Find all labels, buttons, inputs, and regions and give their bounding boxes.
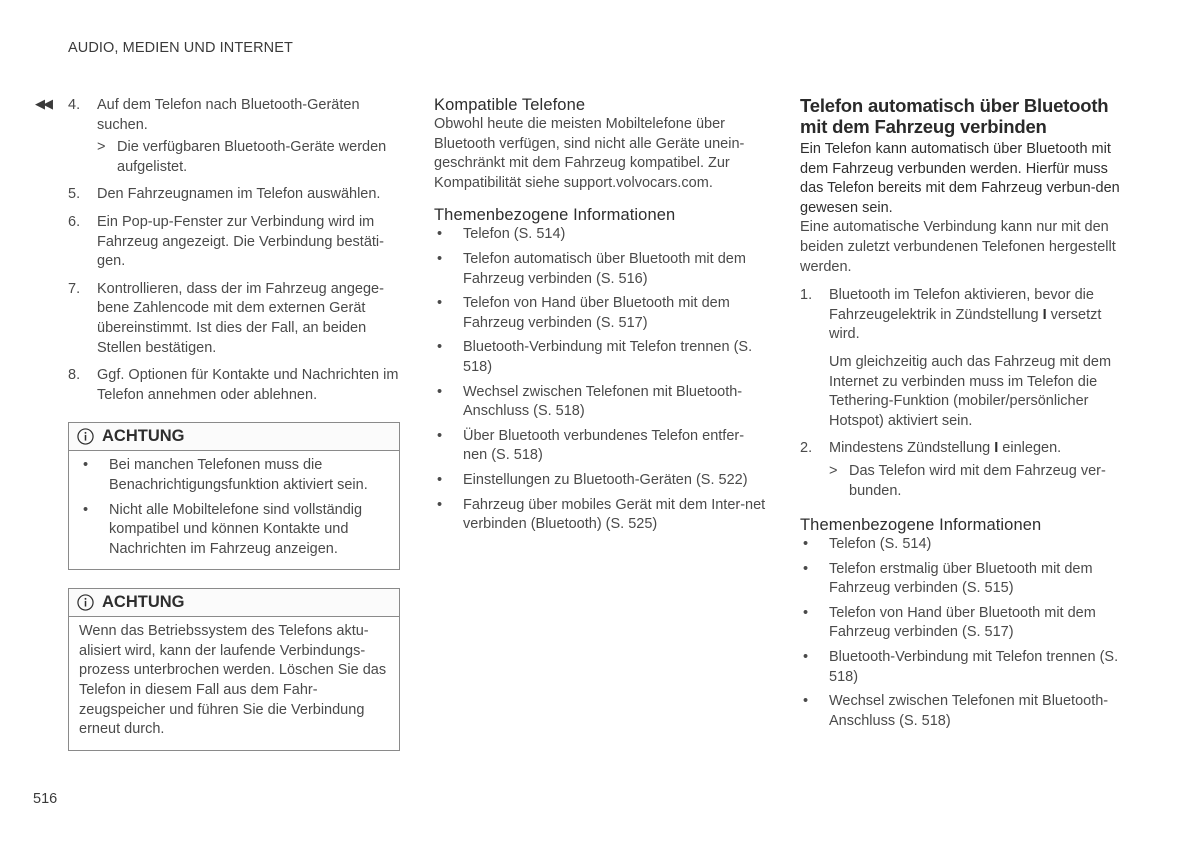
related-link-text[interactable]: Telefon (S. 514) xyxy=(829,536,932,553)
compatible-phones-text: Obwohl heute die meisten Mobiltelefone über Bluetooth verfügen, sind nicht alle Geräte unein-geschränkt mit dem Fahrzeug kompatibel. Zur Kompatibilität siehe support.volvocars.com. xyxy=(434,116,745,191)
bullet-icon: • xyxy=(437,295,443,312)
step-7 xyxy=(68,280,400,358)
info-circle-icon xyxy=(77,428,94,445)
warning-title: ACHTUNG xyxy=(102,427,185,446)
compatible-phones-heading: Kompatible Telefone xyxy=(434,96,586,114)
related-link-text[interactable]: Telefon (S. 514) xyxy=(463,226,566,243)
warning-box-os-update xyxy=(68,588,400,751)
related-link[interactable] xyxy=(800,535,1135,555)
bullet-icon: • xyxy=(437,226,443,243)
bullet-icon: • xyxy=(437,427,443,444)
related-link[interactable] xyxy=(434,496,766,535)
related-link[interactable] xyxy=(800,560,1135,599)
bullet-icon: • xyxy=(83,457,89,474)
result-text: Das Telefon wird mit dem Fahrzeug ver-bunden. xyxy=(849,462,1106,499)
step-text: Ggf. Optionen für Kontakte und Nachrichten im Telefon annehmen oder ablehnen. xyxy=(97,367,399,403)
step-number: 2. xyxy=(800,440,813,457)
warning-item xyxy=(79,456,389,495)
running-header: AUDIO, MEDIEN UND INTERNET xyxy=(68,40,293,56)
bullet-icon: • xyxy=(437,339,443,356)
section-title: Telefon automatisch über Bluetooth mit dem Fahrzeug verbinden xyxy=(800,95,1109,137)
related-link-text[interactable]: Wechsel zwischen Telefonen mit Bluetooth-Anschluss (S. 518) xyxy=(829,693,1109,729)
step-text: Kontrollieren, dass der im Fahrzeug angege-bene Zahlencode mit dem externen Gerät übereinstimmt. Ist dies der Fall, an beiden Stellen bestätigen. xyxy=(97,280,384,356)
step-5 xyxy=(68,185,400,205)
related-info-heading: Themenbezogene Informationen xyxy=(434,206,676,225)
warning-text: Wenn das Betriebssystem des Telefons aktu-alisiert wird, kann der laufende Verbindungs-prozess unterbrochen werden. Löschen Sie das Telefon in diesem Fall aus dem Fahr-zeugspeicher und führen Sie die Verbindung erneut durch. xyxy=(79,623,387,738)
warning-body xyxy=(69,617,399,750)
related-link[interactable] xyxy=(800,692,1135,731)
bullet-icon: • xyxy=(803,604,809,621)
warning-box-notifications xyxy=(68,422,400,570)
step-result xyxy=(829,462,1135,501)
result-arrow-icon: > xyxy=(829,462,838,479)
related-link-text[interactable]: Einstellungen zu Bluetooth-Geräten (S. 522) xyxy=(463,471,748,488)
bullet-icon: • xyxy=(437,250,443,267)
step-number: 7. xyxy=(68,280,81,297)
ignition-key-label: I xyxy=(1042,306,1047,323)
related-link-text[interactable]: Telefon von Hand über Bluetooth mit dem Fahrzeug verbinden (S. 517) xyxy=(463,295,730,331)
bullet-icon: • xyxy=(803,536,809,553)
related-link-text[interactable]: Über Bluetooth verbundenes Telefon entfer-nen (S. 518) xyxy=(463,427,745,464)
related-link-text[interactable]: Bluetooth-Verbindung mit Telefon trennen (S. 518) xyxy=(463,339,753,375)
result-text: Die verfügbaren Bluetooth-Geräte werden aufgelistet. xyxy=(117,139,387,175)
related-link[interactable] xyxy=(434,338,766,377)
related-link-text[interactable]: Bluetooth-Verbindung mit Telefon trennen (S. 518) xyxy=(829,649,1119,685)
warning-list xyxy=(79,456,389,559)
step-2 xyxy=(800,439,1135,501)
bullet-icon: • xyxy=(437,496,443,513)
result-arrow-icon: > xyxy=(97,139,106,156)
bullet-icon: • xyxy=(437,383,443,400)
warning-item-text: Bei manchen Telefonen muss die Benachrichtigungsfunktion aktiviert sein. xyxy=(109,457,368,493)
bullet-icon: • xyxy=(437,471,443,488)
warning-header xyxy=(69,423,399,451)
related-link-text[interactable]: Fahrzeug über mobiles Gerät mit dem Inter-net verbinden (Bluetooth) (S. 525) xyxy=(463,496,766,533)
step-text: Mindestens Zündstellung I einlegen. xyxy=(829,440,1062,457)
step-text: Auf dem Telefon nach Bluetooth-Geräten suchen. xyxy=(97,97,360,133)
step-number: 1. xyxy=(800,287,813,304)
related-link[interactable] xyxy=(434,225,766,245)
step-text: Ein Pop-up-Fenster zur Verbindung wird im Fahrzeug angezeigt. Die Verbindung bestäti-gen. xyxy=(97,213,384,270)
section-lead: Ein Telefon kann automatisch über Bluetooth mit dem Fahrzeug verbunden werden. Hierfür muss das Telefon bereits mit dem Fahrzeug verbun-den gewesen sein. xyxy=(800,141,1120,216)
related-link[interactable] xyxy=(800,648,1135,687)
step-4 xyxy=(68,96,400,177)
auto-connect-steps xyxy=(800,286,1135,501)
step-text: Bluetooth im Telefon aktivieren, bevor die Fahrzeugelektrik in Zündstellung I versetzt wird. xyxy=(829,287,1102,343)
related-link[interactable] xyxy=(434,250,766,289)
related-link[interactable] xyxy=(434,383,766,422)
left-column xyxy=(68,96,400,751)
warning-item-text: Nicht alle Mobiltelefone sind vollständig kompatibel und können Kontakte und Nachrichten im Fahrzeug anzeigen. xyxy=(109,501,363,557)
page-number: 516 xyxy=(33,791,58,807)
info-circle-icon xyxy=(77,594,94,611)
bullet-icon: • xyxy=(803,693,809,710)
step-text: Den Fahrzeugnamen im Telefon auswählen. xyxy=(97,186,381,203)
bullet-icon: • xyxy=(83,501,89,518)
bullet-icon: • xyxy=(803,649,809,666)
warning-item xyxy=(79,501,389,560)
warning-body xyxy=(69,451,399,569)
warning-title: ACHTUNG xyxy=(102,592,185,611)
step-number: 6. xyxy=(68,213,81,230)
step-8 xyxy=(68,366,400,405)
related-link[interactable] xyxy=(434,427,766,466)
related-link-text[interactable]: Telefon automatisch über Bluetooth mit dem Fahrzeug verbinden (S. 516) xyxy=(463,250,746,287)
step-1 xyxy=(800,286,1135,431)
related-link[interactable] xyxy=(800,604,1135,643)
warning-header xyxy=(69,589,399,617)
related-info-list xyxy=(434,225,766,534)
related-info-heading: Themenbezogene Informationen xyxy=(800,516,1042,535)
related-link-text[interactable]: Telefon erstmalig über Bluetooth mit dem Fahrzeug verbinden (S. 515) xyxy=(829,560,1093,597)
bullet-icon: • xyxy=(803,560,809,577)
related-link[interactable] xyxy=(434,294,766,333)
continued-marker-icon: ◀◀ xyxy=(35,96,51,111)
step-list xyxy=(68,96,400,405)
step-6 xyxy=(68,213,400,272)
step-number: 8. xyxy=(68,367,81,384)
step-note: Um gleichzeitig auch das Fahrzeug mit dem Internet zu verbinden muss im Telefon die Tethering-Funktion (mobiler/persönlicher Hotspot) aktiviert sein. xyxy=(829,353,1112,429)
related-info-list xyxy=(800,535,1135,731)
ignition-key-label: I xyxy=(994,440,999,457)
related-link-text[interactable]: Telefon von Hand über Bluetooth mit dem Fahrzeug verbinden (S. 517) xyxy=(829,604,1096,641)
right-column xyxy=(800,96,1135,736)
step-number: 4. xyxy=(68,97,81,113)
step-number: 5. xyxy=(68,186,81,203)
related-link[interactable] xyxy=(434,471,766,491)
section-body: Eine automatische Verbindung kann nur mit den beiden zuletzt verbundenen Telefonen hergestellt werden. xyxy=(800,219,1116,275)
middle-column xyxy=(434,96,766,540)
step-result xyxy=(97,138,400,177)
related-link-text[interactable]: Wechsel zwischen Telefonen mit Bluetooth-Anschluss (S. 518) xyxy=(463,383,743,420)
